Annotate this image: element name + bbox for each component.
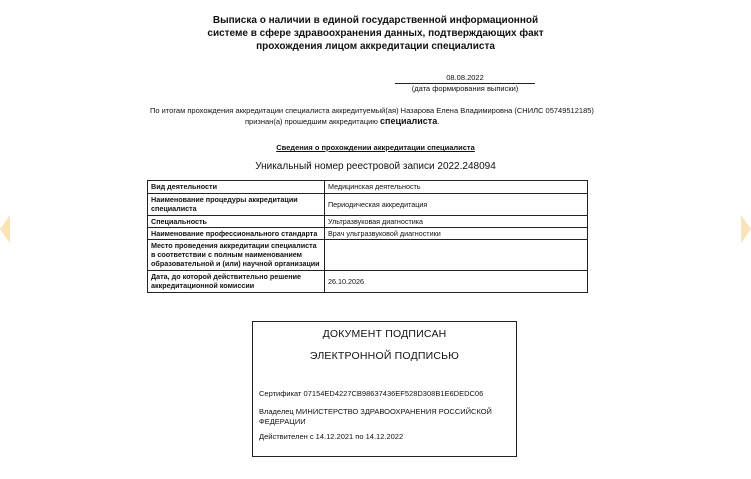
signature-owner: Владелец МИНИСТЕРСТВО ЗДРАВООХРАНЕНИЯ РОССИЙСКОЙ ФЕДЕРАЦИИ bbox=[259, 407, 492, 426]
electronic-signature-stamp bbox=[252, 321, 517, 457]
statement-suffix: . bbox=[437, 117, 440, 126]
statement-line: По итогам прохождения аккредитации специалиста аккредитуемый(ая) Назарова Елена Владимировна (СНИЛС 05749512185) bbox=[150, 106, 594, 115]
signature-validity: Действителен с 14.12.2021 по 14.12.2022 bbox=[259, 432, 404, 441]
table-cell-label: Место проведения аккредитации специалиста в соответствии с полным наименованием образовательной и (или) научной организации bbox=[148, 240, 325, 271]
table-cell-value bbox=[325, 240, 588, 271]
previous-arrow-icon[interactable] bbox=[0, 215, 10, 243]
issue-date: 08.08.2022 bbox=[395, 73, 535, 84]
statement-prefix: признан(а) прошедшим аккредитацию bbox=[245, 117, 378, 126]
table-row bbox=[148, 181, 588, 194]
table-row bbox=[148, 216, 588, 228]
issue-date-block bbox=[395, 73, 535, 94]
signature-title-line2: ЭЛЕКТРОННОЙ ПОДПИСЬЮ bbox=[309, 350, 460, 362]
accreditation-statement bbox=[150, 106, 600, 127]
statement-line bbox=[150, 116, 600, 127]
table-cell-label: Вид деятельности bbox=[148, 181, 325, 194]
document-title bbox=[0, 14, 751, 53]
next-arrow-icon[interactable] bbox=[741, 215, 751, 243]
section-heading: Сведения о прохождении аккредитации специалиста bbox=[276, 143, 475, 152]
table-cell-value: Врач ультразвуковой диагностики bbox=[325, 228, 588, 240]
table-cell-label: Наименование процедуры аккредитации специалиста bbox=[148, 194, 325, 216]
table-cell-label: Дата, до которой действительно решение аккредитационной комиссии bbox=[148, 271, 325, 293]
unique-record-number: Уникальный номер реестровой записи 2022.248094 bbox=[255, 161, 496, 172]
table-cell-label: Наименование профессионального стандарта bbox=[148, 228, 325, 240]
issue-date-caption: (дата формирования выписки) bbox=[411, 84, 519, 93]
table-row bbox=[148, 271, 588, 293]
table-cell-label: Специальность bbox=[148, 216, 325, 228]
table-cell-value: Ультразвуковая диагностика bbox=[325, 216, 588, 228]
signature-certificate: Сертификат 07154ED4227CB98637436EF528D308B1E6DEDC06 bbox=[259, 389, 484, 398]
table-cell-value: Периодическая аккредитация bbox=[325, 194, 588, 216]
title-line: системе в сфере здравоохранения данных, подтверждающих факт bbox=[207, 28, 544, 39]
title-line: прохождения лицом аккредитации специалиста bbox=[256, 41, 495, 52]
table-row bbox=[148, 240, 588, 271]
signature-title-line1: ДОКУМЕНТ ПОДПИСАН bbox=[322, 328, 447, 340]
table-row bbox=[148, 228, 588, 240]
statement-bold: специалиста bbox=[380, 116, 438, 126]
title-line: Выписка о наличии в единой государственной информационной bbox=[212, 15, 539, 26]
table-row bbox=[148, 194, 588, 216]
table-cell-value: 26.10.2026 bbox=[325, 271, 588, 293]
table-cell-value: Медицинская деятельность bbox=[325, 181, 588, 194]
accreditation-table bbox=[147, 180, 588, 293]
